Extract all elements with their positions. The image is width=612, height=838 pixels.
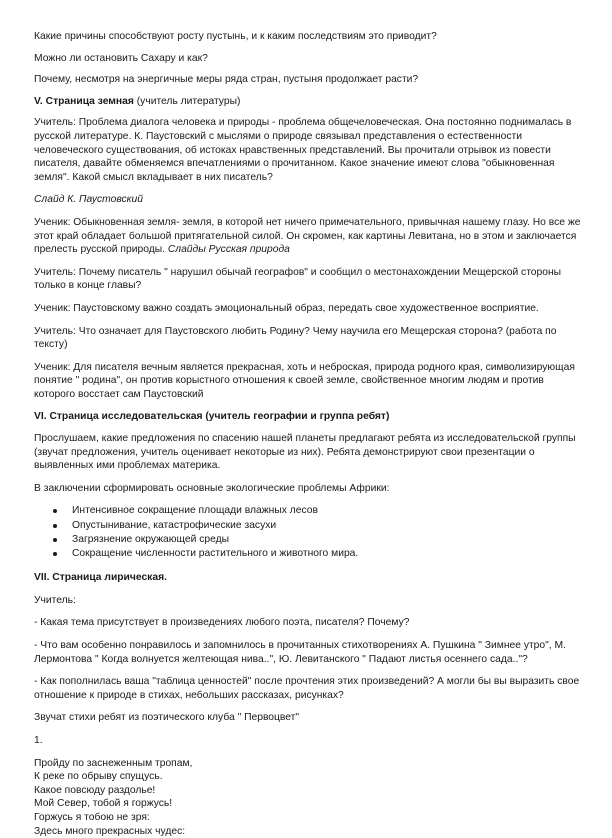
section-7-question-2: - Что вам особенно понравилось и запомнилось в прочитанных стихотворениях А. Пушкина " Зимнее утро", М. Лермонтова " Когда волнуется желтеющая нива..", Ю. Левитанского " Падают листья осеннего сада.."?: [34, 640, 566, 665]
section-6-heading: VI. Страница исследовательская (учитель географии и группа ребят): [34, 411, 390, 423]
document-page: [34, 30, 582, 838]
list-item: Загрязнение окружающей среды: [34, 533, 582, 547]
poems-intro: Звучат стихи ребят из поэтического клуба " Первоцвет": [34, 712, 300, 724]
section-5-slides-note: Слайды Русская природа: [164, 244, 290, 256]
section-5-student-1-text: Ученик: Обыкновенная земля- земля, в которой нет ничего примечательного, привычная нашему глазу. Но все же этот край обладает большой притягательной силой. Он скромен, как картины Левитана, но в этом и заключается прелесть русской природы.: [34, 216, 581, 256]
question-stop-sahara: Можно ли остановить Сахару и как?: [34, 52, 208, 64]
section-5-title: V. Страница земная: [34, 95, 134, 107]
list-item: Сокращение численности растительного и животного мира.: [34, 547, 582, 561]
poem-line: Мой Север, тобой я горжусь!: [34, 798, 173, 810]
section-7-heading: VII. Страница лирическая.: [34, 572, 167, 584]
section-5-heading: [34, 95, 582, 109]
section-5-student-2: Ученик: Паустовскому важно создать эмоциональный образ, передать свое художественное восприятие.: [34, 302, 539, 314]
question-desert-causes: Какие причины способствуют росту пустынь, и к каким последствиям это приводит?: [34, 31, 437, 42]
poem: [34, 757, 582, 838]
poem-line: Какое повсюду раздолье!: [34, 784, 156, 796]
poem-number: 1.: [34, 735, 43, 746]
poem-line: К реке по обрыву спущусь.: [34, 771, 163, 783]
poem-line: Здесь много прекрасных чудес:: [34, 825, 186, 837]
africa-problems-list: [34, 504, 582, 561]
list-item: Опустынивание, катастрофические засухи: [34, 519, 582, 533]
list-item: Интенсивное сокращение площади влажных лесов: [34, 504, 582, 518]
section-6-conclusion: В заключении сформировать основные экологические проблемы Африки:: [34, 482, 390, 494]
poem-line: Пройду по заснеженным тропам,: [34, 757, 193, 769]
section-5-student-1: [34, 216, 582, 257]
question-desert-grows: Почему, несмотря на энергичные меры ряда стран, пустыня продолжает расти?: [34, 74, 419, 86]
section-5-teacher-1: Учитель: Проблема диалога человека и природы - проблема общечеловеческая. Она постоянно поднималась в русской литературе. К. Паустовский с мыслями о природе связывал представления о естественности человеческого существования, об истоках нравственных представлений. Вы прочитали отрывок из повести писателя, давайте обменяемся впечатлениями о прочитанном. Какое значение имеют слова "обыкновенная земля". Какой смысл вкладывает в них писатель?: [34, 117, 572, 183]
poem-line: Горжусь я тобою не зря:: [34, 811, 150, 823]
section-5-teacher-2: Учитель: Почему писатель " нарушил обычай географов" и сообщил о местонахождении Мещерской стороны только в конце главы?: [34, 266, 562, 292]
section-5-student-3: Ученик: Для писателя вечным является прекрасная, хоть и неброская, природа родного края, символизирующая понятие " родина", он против корыстного отношения к своей земле, свойственное многим людям и против которого восстает сам Паустовский: [34, 361, 575, 400]
section-5-note: (учитель литературы): [133, 95, 241, 107]
section-5-teacher-3: Учитель: Что означает для Паустовского любить Родину? Чему научила его Мещерская сторона? (работа по тексту): [34, 325, 557, 351]
section-7-question-3: - Как пополнилась ваша "таблица ценностей" после прочтения этих произведений? А могли бы вы выразить свое отношение к природе в стихах, небольших рассказах, рисунках?: [34, 676, 580, 701]
section-5-slide-caption: Слайд К. Паустовский: [34, 194, 143, 206]
section-7-teacher: Учитель:: [34, 594, 76, 606]
section-6-intro: Прослушаем, какие предложения по спасению нашей планеты предлагают ребята из исследовательской группы (звучат предложения, учитель оценивает некоторые из них). Ребята демонстрируют свои презентации о выявленных ими проблемах материка.: [34, 433, 576, 472]
section-7-question-1: - Какая тема присутствует в произведениях любого поэта, писателя? Почему?: [34, 617, 410, 629]
